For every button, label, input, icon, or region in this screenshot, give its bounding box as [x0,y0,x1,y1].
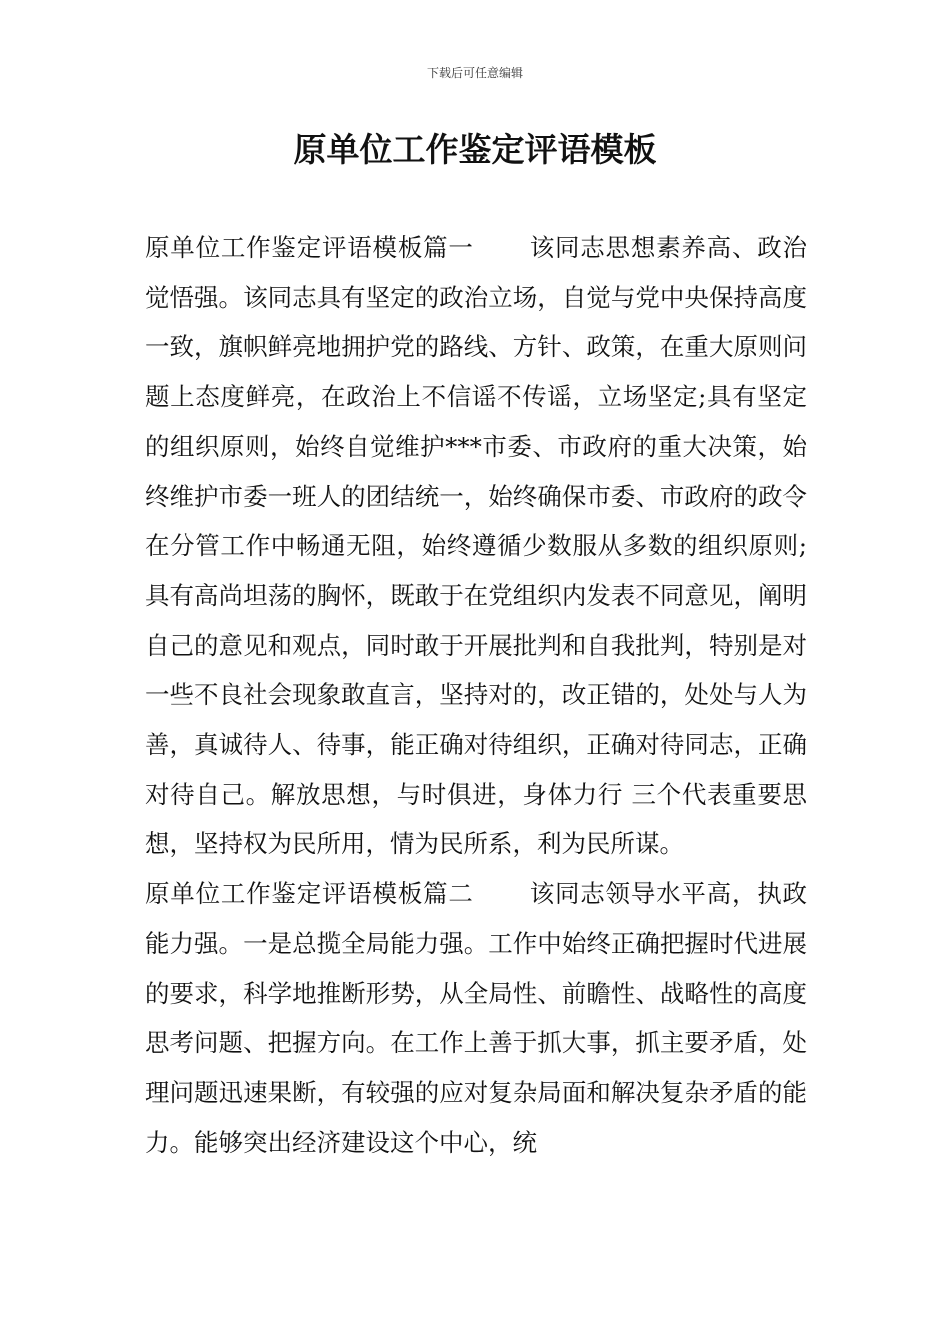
paragraph-text: 该同志思想素养高、政治觉悟强。该同志具有坚定的政治立场，自觉与党中央保持高度一致，旗帜鲜亮地拥护党的路线、方针、政策，在重大原则问题上态度鲜亮，在政治上不信谣不传谣，立场坚定;具有坚定的组织原则，始终自觉维护***市委、市政府的重大决策，始终维护市委一班人的团结统一，始终确保市委、市政府的政令在分管工作中畅通无阻，始终遵循少数服从多数的组织原则;具有高尚坦荡的胸怀，既敢于在党组织内发表不同意见，阐明自己的意见和观点，同时敢于开展批判和自我批判，特别是对一些不良社会现象敢直言，坚持对的，改正错的，处处与人为善，真诚待人、待事，能正确对待组织，正确对待同志，正确对待自己。解放思想，与时俱进，身体力行 三个代表重要思想，坚持权为民所用，情为民所系，利为民所谋。 [145,233,808,859]
header-note: 下载后可任意编辑 [426,66,523,80]
paragraph-text: 该同志领导水平高，执政能力强。一是总揽全局能力强。工作中始终正确把握时代进展的要求，科学地推断形势，从全局性、前瞻性、战略性的高度思考问题、把握方向。在工作上善于抓大事，抓主要矛盾，处理问题迅速果断，有较强的应对复杂局面和解决复杂矛盾的能力。能够突出经济建设这个中心，统 [145,879,808,1157]
paragraph-heading: 原单位工作鉴定评语模板篇一 [145,233,474,262]
paragraph-1 [145,223,807,869]
paragraph-2 [145,869,807,1167]
document-title: 原单位工作鉴定评语模板 [293,130,657,169]
document-body [145,223,807,1167]
paragraph-heading: 原单位工作鉴定评语模板篇二 [145,879,474,909]
